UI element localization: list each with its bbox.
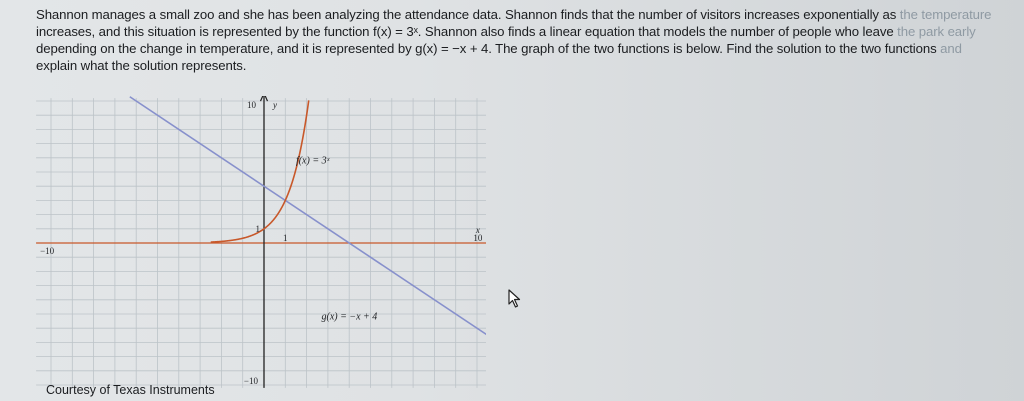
problem-statement [36, 6, 996, 74]
credit-text: Courtesy of Texas Instruments [46, 383, 215, 397]
problem-line-1: Shannon manages a small zoo and she has been analyzing the attendance data. Shannon finds that the number of visitors increases exponentially as the temperature [36, 7, 992, 22]
g-function-label: g(x) = −x + 4 [321, 311, 378, 323]
f-curve [211, 100, 309, 242]
f-function-label: f(x) = 3ˣ [295, 155, 330, 167]
problem-line-3: depending on the change in temperature, and it is represented by g(x) = −x + 4. The graph of the two functions is below. Find the solution to the two functions and [36, 41, 962, 56]
x-axis-label: x [475, 225, 480, 235]
y-axis-label: y [273, 100, 277, 111]
function-graph [36, 96, 486, 396]
problem-line-4: explain what the solution represents. [36, 58, 247, 73]
x-one-tick-label: 1 [283, 233, 288, 243]
x-left-tick-label: −10 [40, 246, 55, 256]
y-top-tick-label: 10 [247, 100, 256, 111]
y-one-tick-label: 1 [255, 223, 260, 234]
x-right-tick-label: 10 [473, 233, 483, 243]
y-bottom-tick-label: −10 [243, 375, 258, 386]
pointer-arrow-icon [508, 289, 522, 314]
problem-line-2: increases, and this situation is represented by the function f(x) = 3ˣ. Shannon also finds a linear equation that models the number of people who leave the park early [36, 24, 976, 39]
graph-svg [36, 96, 486, 396]
